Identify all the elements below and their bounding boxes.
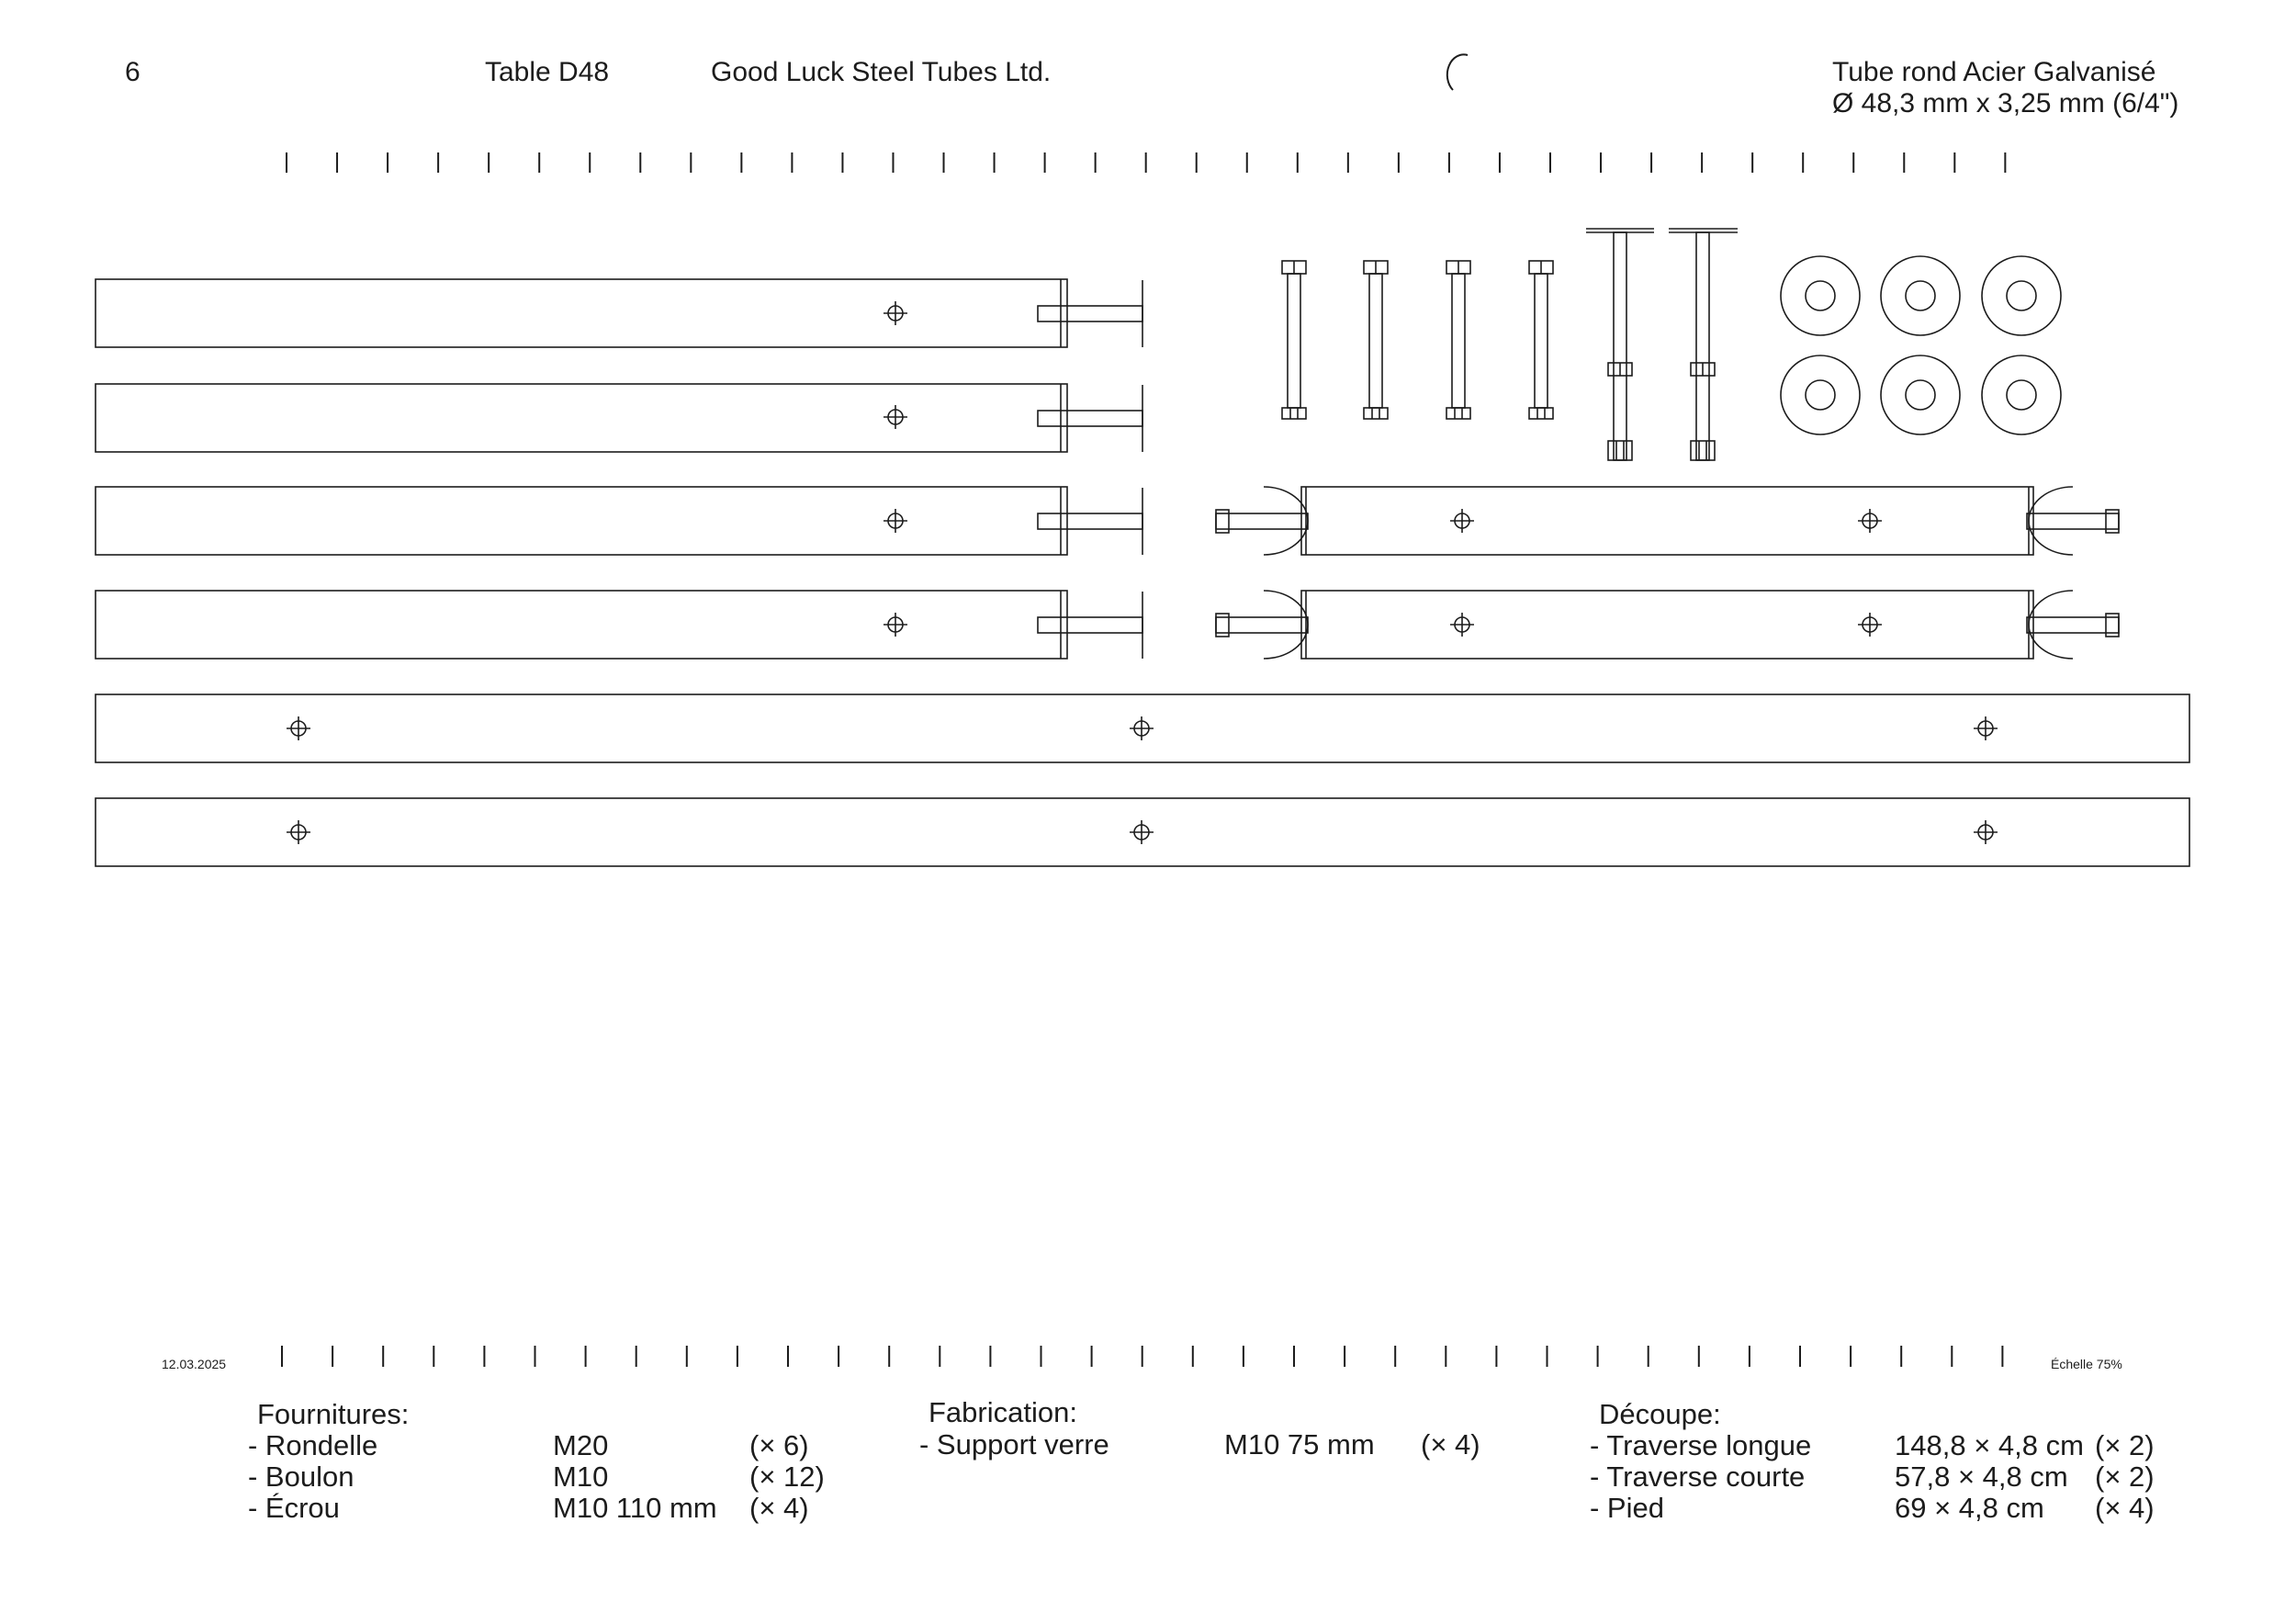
decoupe-item-qty: (× 4)	[2095, 1492, 2155, 1524]
washer	[1982, 355, 2061, 434]
fournitures-item-name: - Rondelle	[248, 1429, 378, 1461]
fournitures-item-name: - Boulon	[248, 1460, 355, 1493]
fournitures-item-qty: (× 4)	[749, 1492, 809, 1524]
page-number: 6	[125, 57, 141, 87]
washer	[1881, 256, 1960, 335]
bolt	[1446, 261, 1470, 419]
material-dimensions: Ø 48,3 mm x 3,25 mm (6/4")	[1832, 88, 2179, 118]
decoupe-item-name: - Pied	[1590, 1492, 1664, 1524]
decoupe-item-qty: (× 2)	[2095, 1460, 2155, 1493]
drawing-scale: Échelle 75%	[2051, 1357, 2122, 1371]
decoupe-item-name: - Traverse longue	[1590, 1429, 1812, 1461]
long-crossbar	[96, 694, 2189, 762]
fournitures-item-qty: (× 12)	[749, 1460, 825, 1493]
material-name: Tube rond Acier Galvanisé	[1832, 57, 2156, 87]
long-crossbar	[96, 798, 2189, 866]
fabrication-item-qty: (× 4)	[1421, 1428, 1480, 1460]
leg-tube	[96, 591, 1142, 659]
product-name: Table D48	[485, 57, 610, 87]
leg-tube	[96, 279, 1142, 347]
bolt	[1282, 261, 1306, 419]
fabrication-title: Fabrication:	[929, 1396, 1077, 1428]
fournitures-title: Fournitures:	[257, 1398, 410, 1430]
decoupe-item-name: - Traverse courte	[1590, 1460, 1806, 1493]
decoupe-item-spec: 57,8 × 4,8 cm	[1895, 1460, 2068, 1493]
decoupe-title: Découpe:	[1599, 1398, 1721, 1430]
short-crossbar	[1216, 591, 2119, 659]
fournitures-item-spec: M20	[553, 1429, 609, 1461]
fournitures-item-spec: M10	[553, 1460, 609, 1493]
leg-tube	[96, 487, 1142, 555]
washer	[1781, 355, 1860, 434]
decoupe-item-spec: 148,8 × 4,8 cm	[1895, 1429, 2084, 1461]
decoupe-item-spec: 69 × 4,8 cm	[1895, 1492, 2044, 1524]
glass-support	[1586, 229, 1654, 460]
washer	[1781, 256, 1860, 335]
decoupe-item-qty: (× 2)	[2095, 1429, 2155, 1461]
short-crossbar	[1216, 487, 2119, 555]
fabrication-item-spec: M10 75 mm	[1224, 1428, 1375, 1460]
bottom-ruler	[282, 1346, 2002, 1367]
fournitures-item-name: - Écrou	[248, 1492, 340, 1524]
bolt	[1364, 261, 1388, 419]
binder-hole-mark	[1447, 54, 1468, 90]
leg-tube	[96, 384, 1142, 452]
fabrication-item-name: - Support verre	[919, 1428, 1109, 1460]
fournitures-item-spec: M10 110 mm	[553, 1492, 717, 1524]
fournitures-item-qty: (× 6)	[749, 1429, 809, 1461]
glass-support	[1669, 229, 1738, 460]
washer	[1881, 355, 1960, 434]
washer	[1982, 256, 2061, 335]
company-name: Good Luck Steel Tubes Ltd.	[711, 57, 1052, 87]
bolt	[1529, 261, 1553, 419]
drawing-date: 12.03.2025	[162, 1357, 227, 1371]
top-ruler	[287, 152, 2005, 173]
